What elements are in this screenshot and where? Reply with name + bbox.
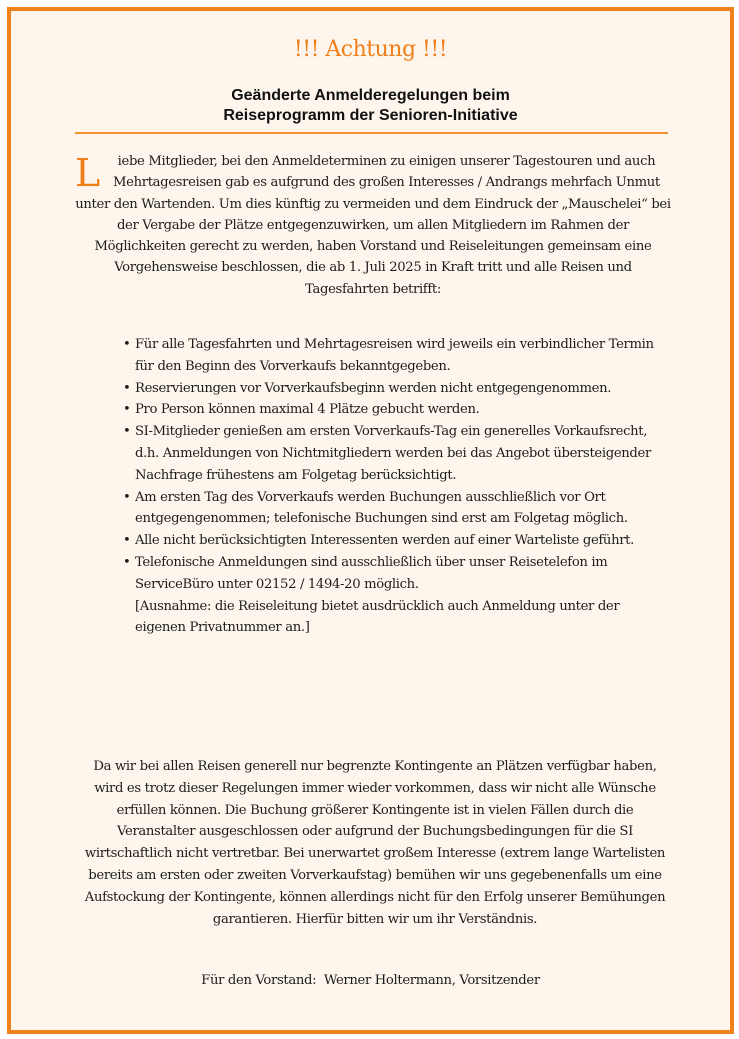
rule-item: • SI-Mitglieder genießen am ersten Vorverkaufs-Tag ein generelles Vorkaufsrecht, d.h. Anmeldungen von Nichtmitgliedern werden bei das Angebot übersteigender Nachfrage frühestens am Folgetag berücksichtigt. — [119, 421, 659, 486]
bullet-icon: • — [123, 424, 131, 440]
rule-item: • Alle nicht berücksichtigten Interessenten werden auf einer Warteliste geführt. — [119, 530, 659, 552]
bullet-icon: • — [123, 489, 131, 505]
closing-paragraph: Da wir bei allen Reisen generell nur begrenzte Kontingente an Plätzen verfügbar haben, wird es trotz dieser Regelungen immer wieder vorkommen, dass wir nicht alle Wünsche erfüllen können. Die Buchung größerer Kontingente ist in vielen Fällen durch die Veranstalter ausgeschlossen oder aufgrund der Buchungsbedingungen für die SI wirtschaftlich nicht vertretbar. Bei unerwartet großem Interesse (extrem lange Wartelisten bereits am ersten oder zweiten Vorverkaufstag) bemühen wir uns gegebenenfalls um eine Aufstockung der Kontingente, können allerdings nicht für den Erfolg unserer Bemühungen garantieren. Hierfür bitten wir um ihr Verständnis. — [84, 759, 666, 927]
intro-paragraph — [75, 151, 671, 300]
title-divider — [75, 132, 668, 134]
notice-subtitle — [11, 86, 730, 126]
rule-item: • Reservierungen vor Vorverkaufsbeginn werden nicht entgegengenommen. — [119, 378, 659, 400]
notice-page — [7, 7, 734, 1034]
drop-cap: L — [75, 151, 100, 195]
rule-item: • Pro Person können maximal 4 Plätze gebucht werden. — [119, 399, 659, 421]
rule-item: • Telefonische Anmeldungen sind ausschließlich über unser Reisetelefon im ServiceBüro unter 02152 / 1494-20 möglich. [Ausnahme: die Reiseleitung bietet ausdrücklich auch Anmeldung unter der eigenen Privatnummer an.] — [119, 552, 659, 639]
signature-line: Für den Vorstand: Werner Holtermann, Vorsitzender — [201, 973, 540, 988]
intro-text: iebe Mitglieder, bei den Anmeldeterminen zu einigen unserer Tagestouren und auch Mehrtagesreisen gab es aufgrund des großen Interesses / Andrangs mehrfach Unmut unter den Wartenden. Um dies künftig zu vermeiden und dem Eindruck der „Mauschelei“ bei der Vergabe der Plätze entgegenzuwirken, um allen Mitgliedern im Rahmen der Möglichkeiten gerecht zu werden, haben Vorstand und Reiseleitungen gemeinsam eine Vorgehensweise beschlossen, die ab 1. Juli 2025 in Kraft tritt und alle Reisen und Tagesfahrten betrifft: — [75, 154, 671, 297]
rule-item: • Für alle Tagesfahrten und Mehrtagesreisen wird jeweils ein verbindlicher Termin für den Beginn des Vorverkaufs bekanntgegeben. — [119, 334, 659, 378]
bullet-icon: • — [123, 533, 131, 549]
bullet-icon: • — [123, 380, 131, 396]
rule-note: [Ausnahme: die Reiseleitung bietet ausdrücklich auch Anmeldung unter der eigenen Privatnummer an.] — [135, 598, 620, 636]
rules-list — [119, 334, 659, 639]
subtitle-line-1: Geänderte Anmelderegelungen beim — [231, 87, 510, 104]
notice-title: !!! Achtung !!! — [293, 37, 448, 62]
bullet-icon: • — [123, 554, 131, 570]
bullet-icon: • — [123, 337, 131, 352]
rule-item: • Am ersten Tag des Vorverkaufs werden Buchungen ausschließlich vor Ort entgegengenommen; telefonische Buchungen sind erst am Folgetag möglich. — [119, 487, 659, 531]
subtitle-line-2: Reiseprogramm der Senioren-Initiative — [223, 107, 518, 124]
bullet-icon: • — [123, 402, 131, 418]
